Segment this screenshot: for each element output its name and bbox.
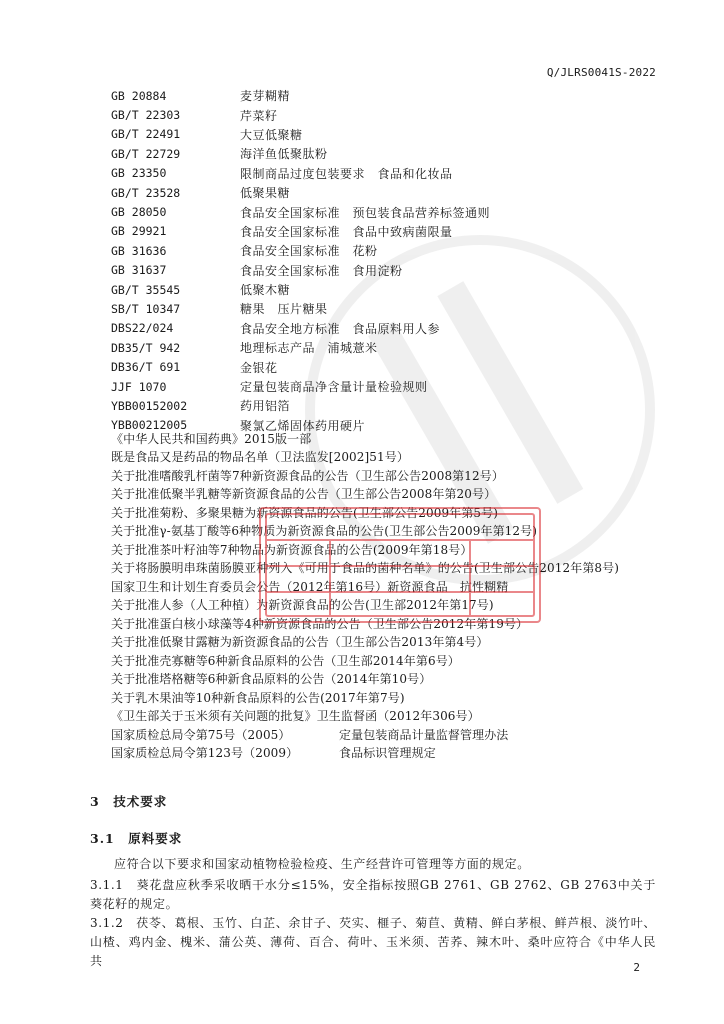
notice-text: 关于批准低聚半乳糖等新资源食品的公告（卫生部公告2008年第20号） [111,487,497,502]
notice-text: 关于批准塔格糖等6种新食品原料的公告（2014年第10号） [111,672,432,687]
notice-row [111,596,671,615]
notice-text: 国家质检总局令第123号（2009） [111,746,299,761]
reference-code: GB 28050 [111,205,167,220]
notice-row [111,614,671,633]
reference-title: 食品安全地方标准 食品原料用人参 [240,321,441,336]
reference-title: 海洋鱼低聚肽粉 [240,147,328,162]
reference-code: YBB00152002 [111,398,188,413]
reference-code: GB 23350 [111,166,167,181]
notice-text: 关于批准γ-氨基丁酸等6种物质为新资源食品的公告(卫生部公告2009年第12号) [111,524,538,539]
reference-row [111,280,671,299]
notice-text: 关于批准蛋白核小球藻等4种新资源食品的公告（卫生部公告2012年第19号） [111,616,529,631]
document-code: Q/JLRS0041S-2022 [546,66,656,79]
reference-title: 大豆低聚糖 [240,127,303,142]
reference-title: 芹菜籽 [240,108,278,123]
reference-row [111,105,671,124]
reference-title: 食品安全国家标准 预包装食品营养标签通则 [240,205,491,220]
reference-code: GB 20884 [111,88,167,103]
reference-title: 低聚果糖 [240,186,291,201]
reference-title: 定量包装商品净含量计量检验规则 [240,380,428,395]
reference-title: 低聚木糖 [240,283,291,298]
notice-row [111,744,671,763]
notice-row [111,651,671,670]
notice-row [111,466,671,485]
reference-row [111,357,671,376]
reference-code: GB/T 22303 [111,108,181,123]
clause-3-1-2: 3.1.2 茯苓、葛根、玉竹、白芷、余甘子、芡实、榧子、菊苣、黄精、鲜白茅根、鲜芦根、淡竹叶、山楂、鸡内金、槐米、蒲公英、薄荷、百合、荷叶、玉米须、苦荞、辣木叶、桑叶应符合《中华人民共 [90,916,656,968]
notice-row [111,485,671,504]
reference-code: GB 31637 [111,263,167,278]
reference-row [111,183,671,202]
notice-text: 关于批准嗜酸乳杆菌等7种新资源食品的公告（卫生部公告2008第12号） [111,468,504,483]
reference-code: DB36/T 691 [111,360,181,375]
notice-row [111,577,671,596]
notice-text: 既是食品又是药品的物品名单（卫法监发[2002]51号） [111,450,409,465]
reference-row [111,222,671,241]
section-3-heading: 3 技术要求 [90,794,168,809]
notice-text: 关于将肠膜明串珠菌肠膜亚种列入《可用于食品的菌种名单》的公告(卫生部公告2012年第8号) [111,561,620,576]
reference-code: YBB00212005 [111,418,188,433]
reference-title: 聚氯乙烯固体药用硬片 [240,418,366,433]
notice-row [111,448,671,467]
reference-code: GB 31636 [111,243,167,258]
reference-row [111,377,671,396]
notice-row [111,559,671,578]
notice-subject: 食品标识管理规定 [339,746,436,761]
clause-3-1-1: 3.1.1 葵花盘应秋季采收晒干水分≤15%，安全指标按照GB 2761、GB 2762、GB 2763中关于葵花籽的规定。 [90,878,656,911]
notice-text: 关于批准菊粉、多聚果糖为新资源食品的公告(卫生部公告2009年第5号) [111,505,499,520]
reference-title: 药用铝箔 [240,399,291,414]
reference-title: 食品安全国家标准 食品中致病菌限量 [240,224,453,239]
reference-code: GB/T 23528 [111,185,181,200]
reference-title: 糖果 压片糖果 [240,302,328,317]
regulation-notices-list [111,429,671,762]
page-number: 2 [633,961,640,974]
reference-row [111,338,671,357]
notice-row [111,429,671,448]
normative-references-list [111,86,671,435]
reference-code: GB/T 22491 [111,127,181,142]
notice-text: 国家卫生和计划生育委员会公告（2012年第16号）新资源食品 抗性糊精 [111,579,509,594]
notice-text: 关于批准低聚甘露糖为新资源食品的公告（卫生部公告2013年第4号） [111,635,489,650]
notice-row [111,540,671,559]
notice-text: 国家质检总局令第75号（2005） [111,727,291,742]
notice-row [111,503,671,522]
reference-row [111,125,671,144]
notice-row [111,670,671,689]
reference-code: GB/T 35545 [111,282,181,297]
reference-row [111,396,671,415]
section-3-1-heading: 3.1 原料要求 [90,831,183,846]
notice-text: 关于批准茶叶籽油等7种物品为新资源食品的公告(2009年第18号） [111,542,473,557]
reference-code: DBS22/024 [111,321,174,336]
notice-text: 关于批准壳寡糖等6种新食品原料的公告（卫生部2014年第6号） [111,653,460,668]
notice-row [111,707,671,726]
reference-title: 食品安全国家标准 食用淀粉 [240,263,403,278]
notice-row [111,725,671,744]
reference-row [111,299,671,318]
reference-row [111,261,671,280]
reference-row [111,86,671,105]
reference-code: JJF 1070 [111,379,167,394]
reference-row [111,164,671,183]
notice-text: 《中华人民共和国药典》2015版一部 [111,431,312,446]
reference-title: 限制商品过度包装要求 食品和化妆品 [240,166,453,181]
notice-row [111,633,671,652]
raw-material-intro: 应符合以下要求和国家动植物检验检疫、生产经营许可管理等方面的规定。 [114,857,530,871]
reference-code: SB/T 10347 [111,301,181,316]
reference-row [111,144,671,163]
reference-row [111,202,671,221]
notice-text: 关于乳木果油等10种新食品原料的公告(2017年第7号) [111,690,405,705]
notice-row [111,688,671,707]
notice-text: 关于批准人参（人工种植）为新资源食品的公告(卫生部2012年第17号) [111,598,494,613]
reference-title: 金银花 [240,360,278,375]
reference-title: 麦芽糊精 [240,89,291,104]
reference-title: 食品安全国家标准 花粉 [240,244,378,259]
notice-row [111,522,671,541]
notice-text: 《卫生部关于玉米须有关问题的批复》卫生监督函（2012年306号） [111,709,480,724]
reference-row [111,319,671,338]
reference-row [111,241,671,260]
reference-title: 地理标志产品 浦城薏米 [240,341,378,356]
notice-subject: 定量包装商品计量监督管理办法 [339,727,509,742]
reference-code: DB35/T 942 [111,340,181,355]
reference-code: GB 29921 [111,224,167,239]
reference-code: GB/T 22729 [111,146,181,161]
